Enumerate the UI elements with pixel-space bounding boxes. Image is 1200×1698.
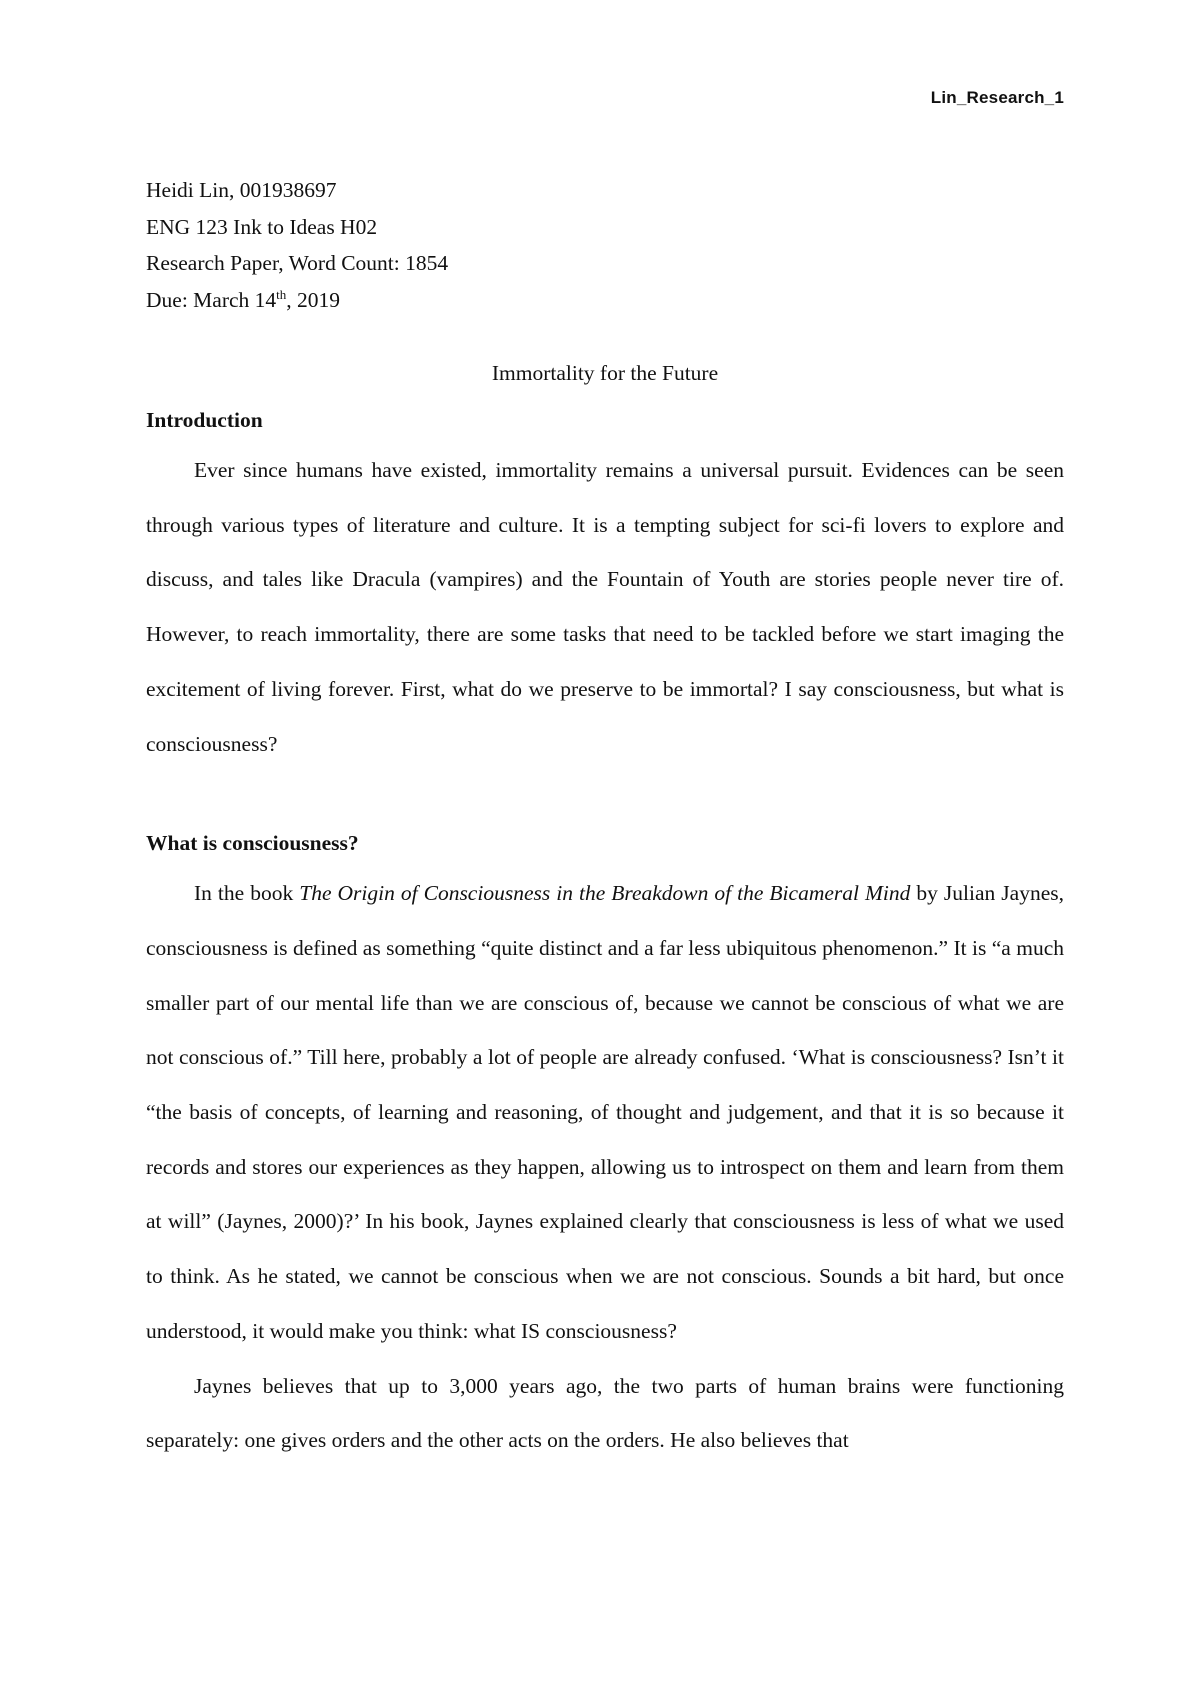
consciousness-paragraph-1: [146, 866, 1064, 1358]
section-heading-introduction: Introduction: [146, 408, 263, 432]
section-heading-consciousness: What is consciousness?: [146, 831, 359, 856]
due-date-line: [146, 282, 1064, 319]
student-info-block: [146, 172, 1064, 318]
paragraph-body: by Julian Jaynes, consciousness is defined as something “quite distinct and a far less ubiquitous phenomenon.” It is “a much smaller part of our mental life than we are conscious of, because we cannot be conscious of what we are not conscious of.” Till here, probably a lot of people are already confused. ‘What is consciousness? Isn’t it “the basis of concepts, of learning and reasoning, of thought and judgement, and that it is so because it records and stores our experiences as they happen, allowing us to introspect on them and learn from them at will” (Jaynes, 2000)?’ In his book, Jaynes explained clearly that consciousness is less of what we used to think. As he stated, we cannot be conscious when we are not conscious. Sounds a bit hard, but once understood, it would make you think: what IS consciousness?: [146, 881, 1064, 1343]
paper-info-line: Research Paper, Word Count: 1854: [146, 251, 449, 275]
student-name-line: Heidi Lin, 001938697: [146, 178, 337, 202]
consciousness-paragraph-2: Jaynes believes that up to 3,000 years ago, the two parts of human brains were functioning separately: one gives orders and the other acts on the orders. He also believes that: [146, 1373, 1064, 1453]
book-title: The Origin of Consciousness in the Breakdown of the Bicameral Mind: [299, 881, 911, 906]
running-head: Lin_Research_1: [930, 88, 1064, 107]
introduction-paragraph: Ever since humans have existed, immortality remains a universal pursuit. Evidences can be seen through various types of literature and culture. It is a tempting subject for sci-fi lovers to explore and discuss, and tales like Dracula (vampires) and the Fountain of Youth are stories people never tire of. However, to reach immortality, there are some tasks that need to be tackled before we start imaging the excitement of living forever. First, what do we preserve to be immortal? I say consciousness, but what is consciousness?: [146, 458, 1064, 756]
paper-title: Immortality for the Future: [491, 361, 719, 385]
paper-body: [146, 172, 1064, 1468]
paragraph-lead: In the book: [194, 881, 300, 906]
course-line: ENG 123 Ink to Ideas H02: [146, 214, 378, 239]
due-date-ordinal: th: [276, 286, 287, 302]
due-date-text: Due: March 14: [146, 287, 277, 312]
due-date-year: , 2019: [286, 287, 341, 312]
